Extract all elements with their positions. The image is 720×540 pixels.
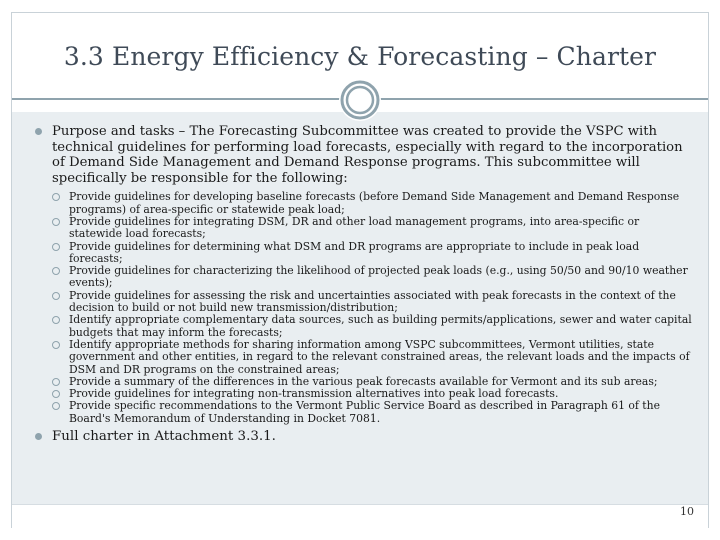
task-text: Provide guidelines for assessing the risk and uncertainties associated with peak forecasts in the context of the decision to build or not build new transmission/distribution; [69, 288, 676, 315]
bullet-purpose-text: Purpose and tasks – The Forecasting Subcommittee was created to provide the VSPC with technical guidelines for performing load forecasts, especially with regard to the incorporation of Demand Side Management and Demand Response programs. This subcommittee will specifically be responsible for the following: [52, 124, 683, 186]
ring-bullet-icon [52, 267, 60, 275]
task-text: Provide guidelines for integrating non-transmission alternatives into peak load forecasts. [69, 387, 559, 401]
ring-bullet-icon [52, 218, 60, 226]
slide-body [32, 124, 692, 445]
footer-band [12, 504, 708, 528]
bullet-dot-icon [35, 433, 42, 440]
ring-bullet-icon [52, 193, 60, 201]
ring-bullet-icon [52, 341, 60, 349]
task-list [52, 191, 692, 425]
ring-bullet-icon [52, 316, 60, 324]
task-item [52, 241, 692, 266]
task-item [52, 339, 692, 376]
task-item [52, 216, 692, 241]
task-text: Provide guidelines for determining what DSM and DR programs are appropriate to include in peak load forecasts; [69, 239, 640, 265]
task-item [52, 265, 692, 290]
ring-bullet-icon [52, 402, 60, 410]
task-text: Provide guidelines for developing baseline forecasts (before Demand Side Management and Demand Response programs) of area-specific or statewide peak load; [69, 190, 680, 216]
slide-title: 3.3 Energy Efficiency & Forecasting – Charter [63, 42, 657, 71]
task-text: Provide a summary of the differences in the various peak forecasts available for Vermont and its sub areas; [69, 374, 658, 388]
bullet-dot-icon [35, 128, 42, 135]
ring-bullet-icon [52, 390, 60, 398]
task-item [52, 290, 692, 315]
ring-bullet-icon [52, 243, 60, 251]
task-text: Identify appropriate methods for sharing information among VSPC subcommittees, Vermont utilities, state government and other entities, in regard to the relevant constrained areas, the relevant loads and the impacts of DSM and DR programs on the constrained areas; [69, 337, 690, 376]
ring-bullet-icon [52, 292, 60, 300]
bullet-full-charter-text: Full charter in Attachment 3.3.1. [52, 429, 276, 445]
task-item [52, 191, 692, 216]
double-ring-icon [339, 79, 381, 121]
task-text: Provide specific recommendations to the Vermont Public Service Board as described in Paragraph 61 of the Board's Memorandum of Understanding in Docket 7081. [69, 399, 660, 425]
ring-bullet-icon [52, 378, 60, 386]
task-text: Identify appropriate complementary data sources, such as building permits/applications, sewer and water capital budgets that may inform the forecasts; [69, 313, 692, 339]
task-text: Provide guidelines for characterizing the likelihood of projected peak loads (e.g., using 50/50 and 90/10 weather events); [69, 264, 688, 290]
bullet-full-charter [32, 429, 692, 445]
task-text: Provide guidelines for integrating DSM, DR and other load management programs, into area-specific or statewide load forecasts; [69, 214, 640, 241]
page-number: 10 [680, 505, 694, 518]
task-item [52, 400, 692, 425]
divider-ornament [339, 79, 381, 121]
bullet-purpose [32, 124, 692, 186]
task-item [52, 314, 692, 339]
